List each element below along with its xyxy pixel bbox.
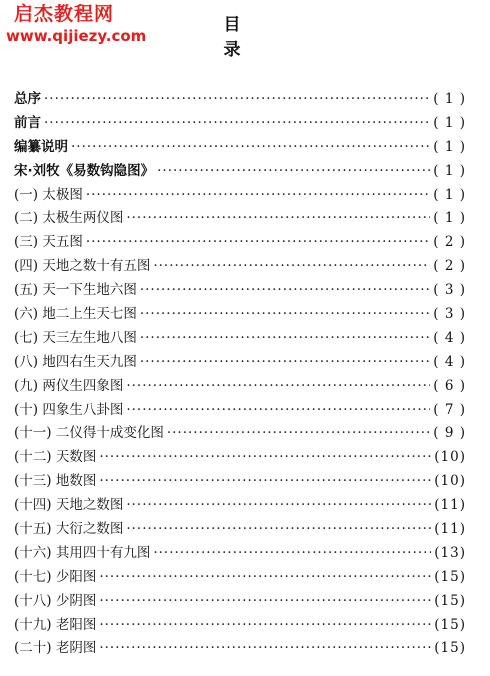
toc-page-number: (11) (434, 521, 466, 538)
table-of-contents (14, 88, 466, 661)
toc-entry-title: (五) 天一下生地六图 (14, 282, 137, 299)
dot-leader (126, 494, 431, 518)
dot-leader (153, 255, 430, 279)
dot-leader (140, 279, 430, 303)
toc-entry-title: (十七) 少阳图 (14, 568, 97, 585)
watermark-url: www.qijiezy.com (6, 26, 147, 45)
toc-entry[interactable] (14, 207, 466, 231)
toc-entry[interactable] (14, 279, 466, 303)
dot-leader (153, 542, 431, 566)
toc-page-number: ( 3 ) (433, 282, 466, 299)
toc-page-number: ( 1 ) (433, 91, 466, 107)
toc-entry[interactable] (14, 542, 466, 566)
dot-leader (44, 112, 430, 136)
toc-entry-title: (九) 两仪生四象图 (14, 377, 124, 394)
toc-entry-title: 总序 (14, 91, 41, 107)
toc-page-number: ( 2 ) (433, 234, 466, 251)
dot-leader (126, 518, 431, 542)
dot-leader (86, 231, 430, 255)
toc-page-number: (10) (434, 449, 466, 466)
toc-entry-title: 前言 (14, 114, 41, 131)
toc-entry[interactable] (14, 112, 466, 136)
toc-entry-title: (四) 天地之数十有五图 (14, 258, 151, 275)
dot-leader (140, 327, 430, 351)
toc-entry-title: 宋·刘牧《易数钩隐图》 (14, 162, 155, 179)
toc-entry[interactable] (14, 88, 466, 112)
toc-entry[interactable] (14, 446, 466, 470)
toc-entry-title: (十六) 其用四十有九图 (14, 544, 151, 561)
toc-entry-title: (七) 天三左生地八图 (14, 329, 137, 346)
toc-entry-title: (六) 地二上生天七图 (14, 306, 137, 323)
watermark-logo (6, 4, 146, 44)
toc-entry[interactable] (14, 327, 466, 351)
toc-entry[interactable] (14, 470, 466, 494)
toc-entry-title: 编纂说明 (14, 138, 68, 155)
watermark-site-name: 启杰教程网 (14, 3, 115, 25)
toc-entry-title: (二) 太极生两仪图 (14, 210, 124, 227)
toc-entry-title: (十四) 天地之数图 (14, 497, 124, 514)
toc-page-number: ( 2 ) (433, 258, 466, 275)
dot-leader (86, 184, 430, 208)
dot-leader (99, 566, 431, 590)
toc-entry[interactable] (14, 303, 466, 327)
toc-page-number: ( 1 ) (433, 114, 466, 131)
toc-page-number: ( 7 ) (433, 401, 466, 418)
toc-entry-title: (十五) 大衍之数图 (14, 521, 124, 538)
toc-entry[interactable] (14, 637, 466, 661)
dot-leader (99, 590, 431, 614)
toc-entry-title: (十一) 二仪得十成变化图 (14, 425, 164, 442)
dot-leader (99, 614, 431, 638)
page-title: 目 录 (223, 15, 267, 60)
toc-page-number: (15) (434, 640, 466, 657)
dot-leader (167, 422, 430, 446)
dot-leader (126, 207, 430, 231)
toc-entry[interactable] (14, 422, 466, 446)
toc-page-number: ( 6 ) (433, 377, 466, 394)
dot-leader (126, 399, 430, 423)
toc-page-number: ( 1 ) (433, 138, 466, 155)
dot-leader (126, 375, 430, 399)
dot-leader (99, 637, 431, 661)
toc-page-number: (13) (434, 544, 466, 561)
dot-leader (99, 470, 431, 494)
toc-entry-title: (十三) 地数图 (14, 473, 97, 490)
toc-entry[interactable] (14, 590, 466, 614)
toc-page-number: ( 9 ) (433, 425, 466, 442)
toc-entry[interactable] (14, 566, 466, 590)
toc-entry[interactable] (14, 399, 466, 423)
toc-page-number: ( 1 ) (433, 186, 466, 203)
toc-page-number: (11) (434, 497, 466, 514)
toc-page-number: ( 1 ) (433, 162, 466, 179)
toc-page-number: ( 3 ) (433, 306, 466, 323)
dot-leader (157, 160, 430, 184)
toc-entry[interactable] (14, 184, 466, 208)
toc-entry-title: (十八) 少阴图 (14, 592, 97, 609)
dot-leader (99, 446, 431, 470)
toc-entry[interactable] (14, 160, 466, 184)
toc-page-number: ( 1 ) (433, 210, 466, 227)
toc-page-number: ( 4 ) (433, 329, 466, 346)
toc-entry[interactable] (14, 136, 466, 160)
toc-entry-title: (三) 天五图 (14, 234, 83, 251)
toc-entry-title: (一) 太极图 (14, 186, 83, 203)
dot-leader (140, 351, 430, 375)
toc-entry-title: (十九) 老阳图 (14, 616, 97, 633)
toc-entry[interactable] (14, 255, 466, 279)
toc-entry[interactable] (14, 614, 466, 638)
toc-page-number: (15) (434, 592, 466, 609)
dot-leader (140, 303, 430, 327)
toc-page-number: (15) (434, 616, 466, 633)
toc-entry[interactable] (14, 518, 466, 542)
toc-page-number: (10) (434, 473, 466, 490)
dot-leader (44, 88, 430, 112)
toc-entry[interactable] (14, 375, 466, 399)
toc-entry[interactable] (14, 231, 466, 255)
toc-entry-title: (十) 四象生八卦图 (14, 401, 124, 418)
toc-entry[interactable] (14, 351, 466, 375)
toc-page-number: (15) (434, 568, 466, 585)
dot-leader (71, 136, 430, 160)
toc-entry-title: (十二) 天数图 (14, 449, 97, 466)
toc-entry-title: (八) 地四右生天九图 (14, 353, 137, 370)
toc-entry[interactable] (14, 494, 466, 518)
toc-entry-title: (二十) 老阴图 (14, 640, 97, 657)
toc-page-number: ( 4 ) (433, 353, 466, 370)
